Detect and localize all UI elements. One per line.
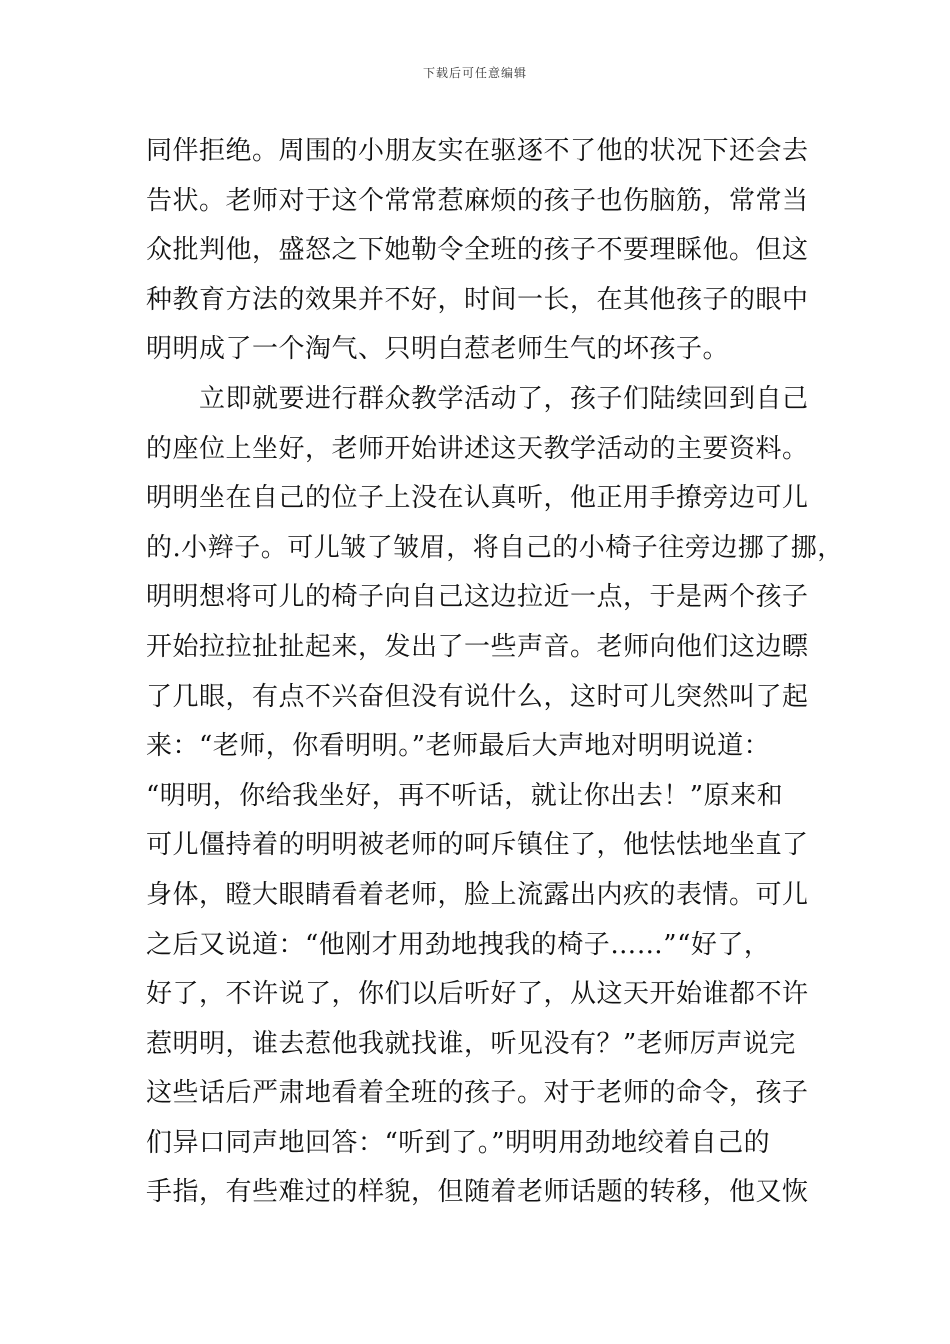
text-line: 同伴拒绝。周围的小朋友实在驱逐不了他的状况下还会去: [146, 136, 809, 166]
text-line: 们异口同声地回答：“听到了。”明明用劲地绞着自己的: [146, 1127, 771, 1158]
text-line: 之后又说道：“他刚才用劲地拽我的椅子……”“好了，: [146, 929, 771, 960]
text-line: 了几眼，有点不兴奋但没有说什么，这时可儿突然叫了起: [146, 681, 809, 712]
text-line: 明明成了一个淘气、只明白惹老师生气的坏孩子。: [146, 334, 730, 365]
text-line: 种教育方法的效果并不好，时间一长，在其他孩子的眼中: [146, 284, 809, 315]
text-line: 告状。老师对于这个常常惹麻烦的孩子也伤脑筋，常常当: [146, 185, 809, 216]
text-line: 的座位上坐好，老师开始讲述这天教学活动的主要资料。: [146, 433, 809, 464]
text-line: 身体，瞪大眼睛看着老师，脸上流露出内疚的表情。可儿: [146, 879, 809, 910]
text-line: 好了，不许说了，你们以后听好了，从这天开始谁都不许: [146, 979, 809, 1010]
page-header: 下载后可任意编辑: [422, 66, 527, 80]
text-line: 的.小辫子。可儿皱了皱眉，将自己的小椅子往旁边挪了挪，: [146, 532, 844, 563]
body-text: [146, 127, 844, 1218]
text-line: 手指，有些难过的样貌，但随着老师话题的转移，他又恢: [146, 1177, 809, 1208]
text-line: 明明坐在自己的位子上没在认真听，他正用手撩旁边可儿: [146, 483, 809, 514]
text-line: 惹明明，谁去惹他我就找谁，听见没有？”老师厉声说完: [146, 1028, 796, 1059]
text-line: 这些话后严肃地看着全班的孩子。对于老师的命令，孩子: [146, 1078, 809, 1109]
text-line: 来：“老师，你看明明。”老师最后大声地对明明说道：: [146, 731, 771, 762]
text-line: 众批判他，盛怒之下她勒令全班的孩子不要理睬他。但这: [146, 235, 809, 266]
text-line: 可儿僵持着的明明被老师的呵斥镇住了，他怯怯地坐直了: [146, 830, 809, 861]
text-line: 明明想将可儿的椅子向自己这边拉近一点，于是两个孩子: [146, 582, 809, 613]
text-line: “明明，你给我坐好，再不听话，就让你出去！”原来和: [146, 780, 784, 811]
text-line: 立即就要进行群众教学活动了，孩子们陆续回到自己: [146, 383, 809, 414]
text-line: 开始拉拉扯扯起来，发出了一些声音。老师向他们这边瞟: [146, 631, 809, 662]
